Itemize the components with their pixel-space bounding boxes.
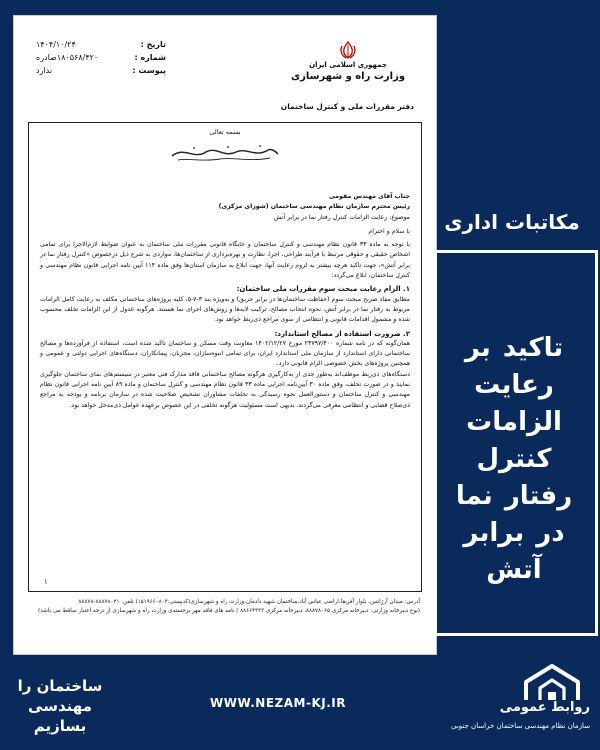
number-label: شماره : xyxy=(134,53,166,62)
official-letter xyxy=(13,15,437,655)
paragraph-standard-materials: همان‌گونه که در نامه شماره ۲۳۷۹۷/۴۰۰ مورخ ۱۴۰۲/۱۲/۲۷ معاونت وقت مسکن و ساختمان تاکید شده است، استفاده از فرآورده‌ها و مصالح ساختمانی دارای استاندارد از سازمان ملی استاندارد ایران، برای تمامی انبوه‌سازان، مجریان، پیمانکاران، دستگاه‌های اجرایی دولتی و عمومی و همچنین پروژه‌های بخش خصوصی الزام قانونی دارد. xyxy=(40,339,410,368)
date-row xyxy=(36,40,166,49)
page-number: ۱ xyxy=(44,578,48,586)
letterhead xyxy=(278,40,418,82)
number-value: ۱۸۰۵۶۸/۴۲۰صادره xyxy=(36,53,99,62)
paragraph-topic-3: مطابق مفاد صریح مبحث سوم (حفاظت ساختمان‌ها در برابر حریق) و به‌ویژه بند ۳-۷-۵، کلیه پروژه‌های ساختمانی مکلف به رعایت کامل الزامات مربوط به رفتار نما در برابر آتش، نحوه انتخاب مصالح، ترکیب لایه‌ها و روش‌های اجرای نما هستند. هرگونه عدول از این الزامات تخلف محسوب شده و مشمول اقدامات قانونی و انتظامی از سوی مراجع ذی‌ربط خواهد بود. xyxy=(40,295,410,324)
slogan: ساختمان را مهندسی بسازیم xyxy=(17,677,103,735)
letter-meta xyxy=(36,40,166,79)
heading-topic-3: ۱. الزام رعایت مبحث سوم مقررات ملی ساختمان: xyxy=(236,285,410,294)
attachment-row xyxy=(36,66,166,75)
recipient-name: جناب آقای مهندس مقومی xyxy=(329,193,410,200)
heading-standard-materials: ۲. ضرورت استفاده از مصالح استاندارد: xyxy=(274,329,410,338)
number-row xyxy=(36,53,166,62)
ministry-name: وزارت راه و شهرسازی xyxy=(290,71,406,82)
paragraph-enforcement: دستگاه‌های ذی‌ربط موظف‌اند به‌طور جدی از به‌کارگیری هرگونه مصالح ساختمانی فاقد مدارک فنی معتبر در سیستم‌های نمای ساختمان جلوگیری نمایند و در صورت تخلف، وفق ماده ۳۰ آیین‌نامه اجرایی ماده ۳۳ قانون نظام مهندسی و کنترل ساختمان و ماده ۸۹ آیین نامه اجرایی قانون نظام مهندسی و کنترل ساختمان و دستورالعمل نحوه رسیدگی به تخلفات مشاوران تشخیص صلاحیت شده در سازمان برنامه و بودجه به مراجع ذی‌صلاح قضایی و انتظامی معرفی می‌گردند. بدیهی است مسئولیت هرگونه تخلفی در این خصوص برعهده عوامل ذی‌مدخل خواهد بود. xyxy=(40,370,410,409)
footer-secretariat: (نوع دبیرخانه وزارتی: دبیرخانه مرکزی ۸۸۸۷۸۰۶۵، دبیرخانه مرکزی ۸۸۶۶۴۳۳۳ ) نامه های فاقد مهر برجسته‌ی وزارت راه و شهرسازی از درجه اعتبار ساقط می باشد) xyxy=(38,608,420,614)
date-label: تاریخ : xyxy=(140,40,166,49)
greeting: با سلام و احترام xyxy=(368,227,410,235)
website-link[interactable]: WWW.NEZAM-KJ.IR xyxy=(210,696,346,710)
recipient-title: رئیس محترم سازمان نظام مهندسی ساختمان (شورای مرکزی) xyxy=(218,203,410,211)
attachment-value: ندارد xyxy=(36,66,53,75)
iran-emblem-icon xyxy=(336,40,360,60)
logo-title: روابط عمومی xyxy=(499,700,590,715)
republic-label: جمهوری اسلامی ایران xyxy=(309,61,387,69)
date-value: ۱۴۰۴/۱۰/۲۴ xyxy=(36,40,76,49)
letter-body xyxy=(40,192,410,411)
calligraphy-slogan xyxy=(164,140,284,166)
paragraph-intro: با توجه به ماده ۳۳ قانون نظام مهندسی و کنترل ساختمان و جایگاه قانونی مقررات ملی ساختمان به عنوان ضوابط لازم‌الاجرا برای تمامی اشخاص حقیقی و حقوقی مرتبط با فرآیند طراحی، اجرا، نظارت و بهره‌برداری از ساختمان‌ها، مواردی به شرح ذیل درخصوص «کنترل رفتار نما در برابر آتش»، جهت تاکید هرچه بیشتر به لزوم رعایت آنها، جهت ابلاغ به سازمان استان‌ها وفق ماده ۱۱۴ آیین نامه اجرایی قانون نظام مهندسی و کنترل ساختمان، ابلاغ می‌گردد: xyxy=(40,241,411,280)
organization-name: سازمان نظام مهندسی ساختمان خراسان جنوبی xyxy=(450,722,590,730)
footer-address: آدرس: میدان آرژانتین، بلوار آفریقا،اراضی عباس آباد،ساختمان شهید دادمان،وزارت راه و شهرسازی(کدپستی:۱۵۱۹۶۶۰۸۰۴) تلفن: ۸۸۸۷۸۰۲۱-۸۸۸۷۸ xyxy=(78,599,420,605)
bismillah: بسمه تعالی xyxy=(209,128,241,136)
office-name: دفتر مقررات ملی و کنترل ساختمان xyxy=(280,102,414,111)
category-title: مکاتبات اداری xyxy=(444,210,580,234)
letter-subject: موضوع: رعایت الزامات کنترل رفتار نما در برابر آتش xyxy=(273,213,410,221)
letter-footer xyxy=(32,598,420,616)
attachment-label: پیوست : xyxy=(132,66,166,75)
headline-text: تاکید بر رعایت الزامات کنترل رفتار نما در برابر آتش xyxy=(455,333,573,585)
